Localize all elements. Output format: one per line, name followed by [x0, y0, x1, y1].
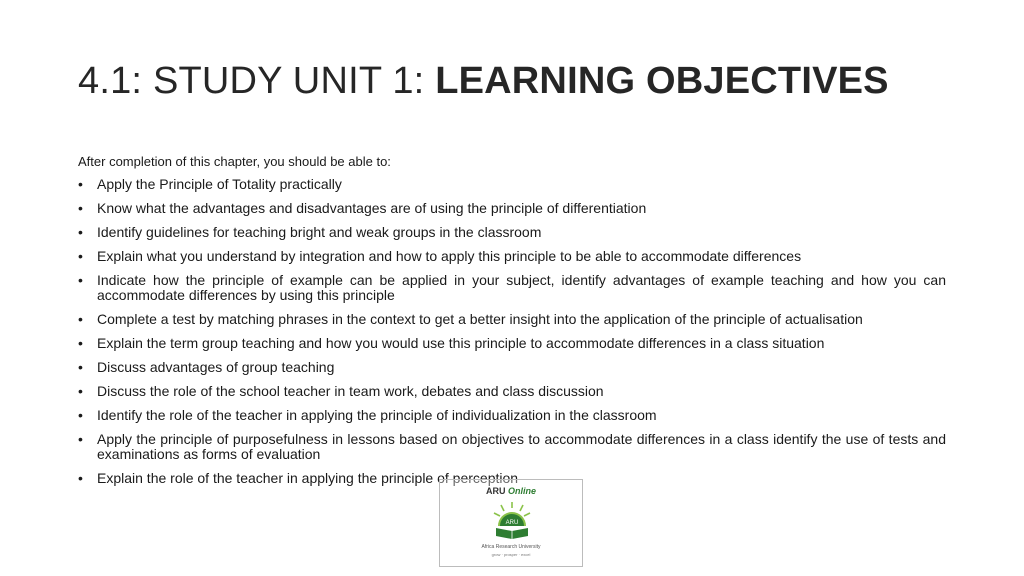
objective-item — [78, 432, 946, 462]
objective-text: Explain the term group teaching and how you would use this principle to accommodate differences in a class situation — [97, 335, 825, 351]
objective-text: Identify guidelines for teaching bright and weak groups in the classroom — [97, 224, 542, 240]
objective-item — [78, 408, 946, 423]
bullet-icon: • — [78, 383, 83, 399]
bullet-icon: • — [78, 335, 83, 351]
aru-online-logo — [439, 479, 583, 567]
objectives-list — [78, 177, 946, 495]
objective-item — [78, 273, 946, 303]
slide-title — [78, 60, 889, 103]
logo-university-name: Africa Research University — [481, 544, 541, 550]
bullet-icon: • — [78, 311, 83, 327]
title-emphasis: LEARNING OBJECTIVES — [435, 60, 889, 102]
objective-text: Apply the Principle of Totality practically — [97, 176, 342, 192]
logo-brand-prefix: ARU — [485, 486, 506, 496]
objective-item — [78, 201, 946, 216]
objective-text: Complete a test by matching phrases in the context to get a better insight into the application of the principle of actualisation — [97, 311, 863, 327]
objective-item — [78, 177, 946, 192]
bullet-icon: • — [78, 470, 83, 486]
objective-text: Discuss the role of the school teacher in team work, debates and class discussion — [97, 383, 604, 399]
objective-item — [78, 384, 946, 399]
bullet-icon: • — [78, 200, 83, 216]
objective-text: Explain what you understand by integration and how to apply this principle to be able to accommodate differences — [97, 248, 802, 264]
objective-text: Apply the principle of purposefulness in lessons based on objectives to accommodate differences in a class identify the use of tests and examinations as forms of evaluation — [97, 431, 946, 462]
logo-brand — [440, 486, 582, 496]
objective-item — [78, 225, 946, 240]
objective-text: Discuss advantages of group teaching — [97, 359, 335, 375]
bullet-icon: • — [78, 359, 83, 375]
objective-text: Indicate how the principle of example can be applied in your subject, identify advantages of example teaching and how you can accommodate differences by using this principle — [97, 272, 946, 303]
objective-text: Identify the role of the teacher in applying the principle of individualization in the classroom — [97, 407, 657, 423]
bullet-icon: • — [78, 407, 83, 423]
logo-brand-suffix: Online — [508, 486, 537, 496]
bullet-icon: • — [78, 431, 83, 447]
intro-text: After completion of this chapter, you should be able to: — [78, 154, 391, 169]
objective-item — [78, 249, 946, 264]
title-prefix: 4.1: STUDY UNIT 1: — [78, 60, 436, 102]
bullet-icon: • — [78, 224, 83, 240]
objective-item — [78, 336, 946, 351]
bullet-icon: • — [78, 176, 83, 192]
svg-text:ARU: ARU — [505, 520, 519, 526]
bullet-icon: • — [78, 248, 83, 264]
logo-tagline: grow · prosper · excel — [491, 552, 531, 557]
rising-sun-book-icon — [492, 500, 532, 542]
objective-text: Know what the advantages and disadvantages are of using the principle of differentiation — [97, 200, 647, 216]
objective-item — [78, 360, 946, 375]
objective-text: Explain the role of the teacher in applying the principle of perception — [97, 470, 519, 486]
objective-item — [78, 312, 946, 327]
bullet-icon: • — [78, 272, 83, 288]
